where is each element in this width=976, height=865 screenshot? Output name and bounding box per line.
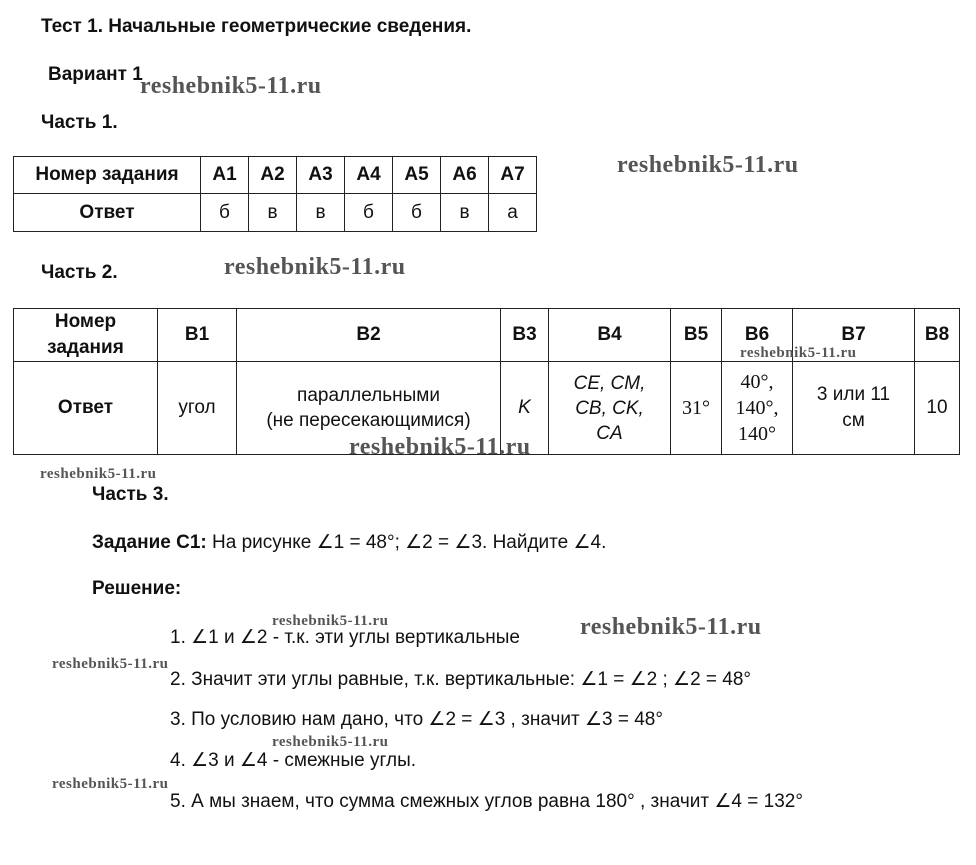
part2-answer-b3: K <box>501 362 549 455</box>
watermark: reshebnik5-11.ru <box>140 73 322 99</box>
part1-answer-row <box>14 194 537 232</box>
part1-answer-a6: в <box>441 194 489 232</box>
part1-heading: Часть 1. <box>41 112 118 133</box>
part1-answer-a3: в <box>297 194 345 232</box>
watermark: reshebnik5-11.ru <box>272 734 389 750</box>
part2-answer-b8: 10 <box>915 362 960 455</box>
watermark: reshebnik5-11.ru <box>272 613 389 629</box>
part1-task-a3: А3 <box>297 157 345 194</box>
part1-task-a5: А5 <box>393 157 441 194</box>
part1-header-row <box>14 157 537 194</box>
part1-answer-a7: а <box>489 194 537 232</box>
task-c1-label: Задание С1: <box>92 532 207 553</box>
part1-task-a2: А2 <box>249 157 297 194</box>
part1-answer-a4: б <box>345 194 393 232</box>
part2-task-b5: В5 <box>671 309 722 362</box>
part2-answer-b6-line1: 40°, <box>740 371 774 393</box>
part2-answer-b1: угол <box>158 362 237 455</box>
solution-step-3: 3. По условию нам дано, что ∠2 = ∠3 , значит ∠3 = 48° <box>170 709 663 730</box>
watermark: reshebnik5-11.ru <box>40 466 157 482</box>
part1-answer-a1: б <box>201 194 249 232</box>
part2-answer-b5: 31° <box>671 362 722 455</box>
watermark: reshebnik5-11.ru <box>580 614 762 640</box>
part2-task-b7: В7 <box>793 309 915 362</box>
part2-answer-b4-line2: CB, CK, <box>575 397 644 419</box>
watermark: reshebnik5-11.ru <box>52 656 169 672</box>
part2-answer-b6-line2: 140°, <box>735 397 779 419</box>
part2-answer-b4 <box>549 362 671 455</box>
solution-step-4: 4. ∠3 и ∠4 - смежные углы. <box>170 750 417 771</box>
part2-answer-b4-line3: CA <box>596 422 623 444</box>
part2-table <box>13 308 960 455</box>
part2-task-b3: В3 <box>501 309 549 362</box>
part1-task-a4: А4 <box>345 157 393 194</box>
part2-header-label-line1: Номер <box>54 311 117 332</box>
part1-task-a6: А6 <box>441 157 489 194</box>
part2-answer-b7-line2: см <box>842 410 865 431</box>
part1-answer-label: Ответ <box>14 194 201 232</box>
part1-answer-a5: б <box>393 194 441 232</box>
solution-step-2: 2. Значит эти углы равные, т.к. вертикальные: ∠1 = ∠2 ; ∠2 = 48° <box>170 669 752 690</box>
part2-answer-b4-line1: CE, CM, <box>573 372 646 394</box>
part2-heading: Часть 2. <box>41 262 118 283</box>
part2-answer-b6-line3: 140° <box>738 423 776 445</box>
part2-task-b1: В1 <box>158 309 237 362</box>
page-title: Тест 1. Начальные геометрические сведения. <box>41 16 472 37</box>
part1-table <box>13 156 537 232</box>
task-c1 <box>92 531 606 554</box>
part2-task-b4: В4 <box>549 309 671 362</box>
task-c1-text: На рисунке ∠1 = 48°; ∠2 = ∠3. Найдите ∠4. <box>206 532 607 553</box>
watermark: reshebnik5-11.ru <box>740 345 857 361</box>
watermark: reshebnik5-11.ru <box>617 152 799 178</box>
variant-label: Вариант 1 <box>48 64 143 85</box>
part2-answer-b7-line1: 3 или 11 <box>816 384 891 405</box>
part3-heading: Часть 3. <box>92 484 169 505</box>
solution-step-1: 1. ∠1 и ∠2 - т.к. эти углы вертикальные <box>170 627 520 648</box>
watermark: reshebnik5-11.ru <box>224 254 406 280</box>
part2-header-label <box>14 309 158 362</box>
part2-answer-b2-line1: параллельными <box>297 385 440 406</box>
part2-answer-b6 <box>722 362 793 455</box>
part2-task-b6: В6 <box>722 309 793 362</box>
watermark: reshebnik5-11.ru <box>52 776 169 792</box>
part2-task-b8: В8 <box>915 309 960 362</box>
part2-answer-b7 <box>793 362 915 455</box>
part1-header-label: Номер задания <box>14 157 201 194</box>
part2-header-label-line2: задания <box>47 337 124 358</box>
solution-label: Решение: <box>92 578 182 599</box>
part1-task-a1: А1 <box>201 157 249 194</box>
solution-step-5: 5. А мы знаем, что сумма смежных углов равна 180° , значит ∠4 = 132° <box>170 791 803 812</box>
part2-answer-b2-line2: (не пересекающимися) <box>266 410 471 431</box>
part1-task-a7: А7 <box>489 157 537 194</box>
watermark: reshebnik5-11.ru <box>349 434 531 460</box>
part2-answer-label: Ответ <box>14 362 158 455</box>
part2-task-b2: В2 <box>237 309 501 362</box>
part1-answer-a2: в <box>249 194 297 232</box>
